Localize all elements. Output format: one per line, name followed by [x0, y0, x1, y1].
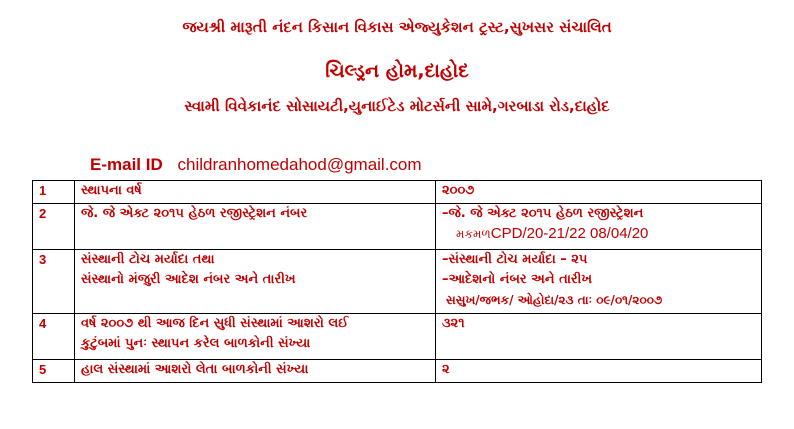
question-line: વર્ષ ૨૦૦૭ થી આજ દિન સુધી સંસ્થામાં આશરો લઈ	[81, 316, 349, 331]
registration-number	[442, 224, 755, 244]
row-number: 3	[33, 250, 75, 314]
row-question	[75, 360, 436, 383]
table-row	[33, 181, 762, 204]
row-number: 4	[33, 314, 75, 360]
question-line: હાલ સંસ્થામાં આશરો લેતા બાળકોની સંખ્યા	[81, 362, 309, 377]
table-row	[33, 360, 762, 383]
answer-line: ૩૨૧	[442, 316, 465, 331]
answer-line: ૨૦૦૭	[442, 183, 475, 198]
question-line: કુટુંબમાં પુનઃ સ્થાપન કરેલ બાળકોની સંખ્યા	[81, 336, 311, 351]
row-answer	[436, 250, 762, 314]
table-row	[33, 314, 762, 360]
table-row	[33, 250, 762, 314]
row-question	[75, 204, 436, 250]
row-answer	[436, 314, 762, 360]
row-question	[75, 181, 436, 204]
email-address-link[interactable]: childranhomedahod@gmail.com	[177, 155, 422, 174]
row-number: 2	[33, 204, 75, 250]
info-table	[32, 180, 762, 383]
question-line: જે. જે એક્ટ ૨૦૧૫ હેઠળ રજીસ્ટ્રેશન નંબર	[81, 206, 308, 221]
row-number: 5	[33, 360, 75, 383]
answer-line: –સંસ્થાની ટોચ મર્યાદા – ૨૫	[442, 252, 588, 267]
row-answer	[436, 204, 762, 250]
answer-line: –આદેશનો નંબર અને તારીખ	[442, 272, 593, 287]
answer-line: ૨	[442, 362, 450, 377]
row-number: 1	[33, 181, 75, 204]
email-label: E-mail ID	[90, 155, 163, 174]
question-line: સ્થાપના વર્ષ	[81, 183, 142, 198]
email-row	[90, 155, 422, 175]
registration-code: CPD/20-21/22 08/04/20	[490, 225, 649, 242]
order-number: સસુખ/જભક/ ઓહોદા/૨૩ તાઃ ૦૯/૦૧/૨૦૦૭	[446, 293, 663, 307]
answer-line: –જે. જે એક્ટ ૨૦૧૫ હેઠળ રજીસ્ટ્રેશન	[442, 206, 644, 221]
institution-title: ચિલ્ડ્રન હોમ,દાહોદ	[325, 60, 469, 82]
row-question	[75, 314, 436, 360]
question-line: સંસ્થાની ટોચ મર્યાદા તથા	[81, 252, 215, 267]
row-question	[75, 250, 436, 314]
registration-prefix: મકમળ	[456, 227, 491, 241]
address-line: સ્વામી વિવેકાનંદ સોસાયટી,યુનાઈટેડ મોટર્સની સામે,ગરબાડા રોડ,દાહોદ	[184, 97, 610, 115]
trust-name-heading: જયશ્રી મારૂતી નંદન કિસાન વિકાસ એજ્યુકેશન ટ્રસ્ટ,સુખસર સંચાલિત	[182, 18, 612, 36]
question-line: સંસ્થાનો મંજુરી આદેશ નંબર અને તારીખ	[81, 272, 296, 287]
row-answer	[436, 181, 762, 204]
table-row	[33, 204, 762, 250]
row-answer	[436, 360, 762, 383]
